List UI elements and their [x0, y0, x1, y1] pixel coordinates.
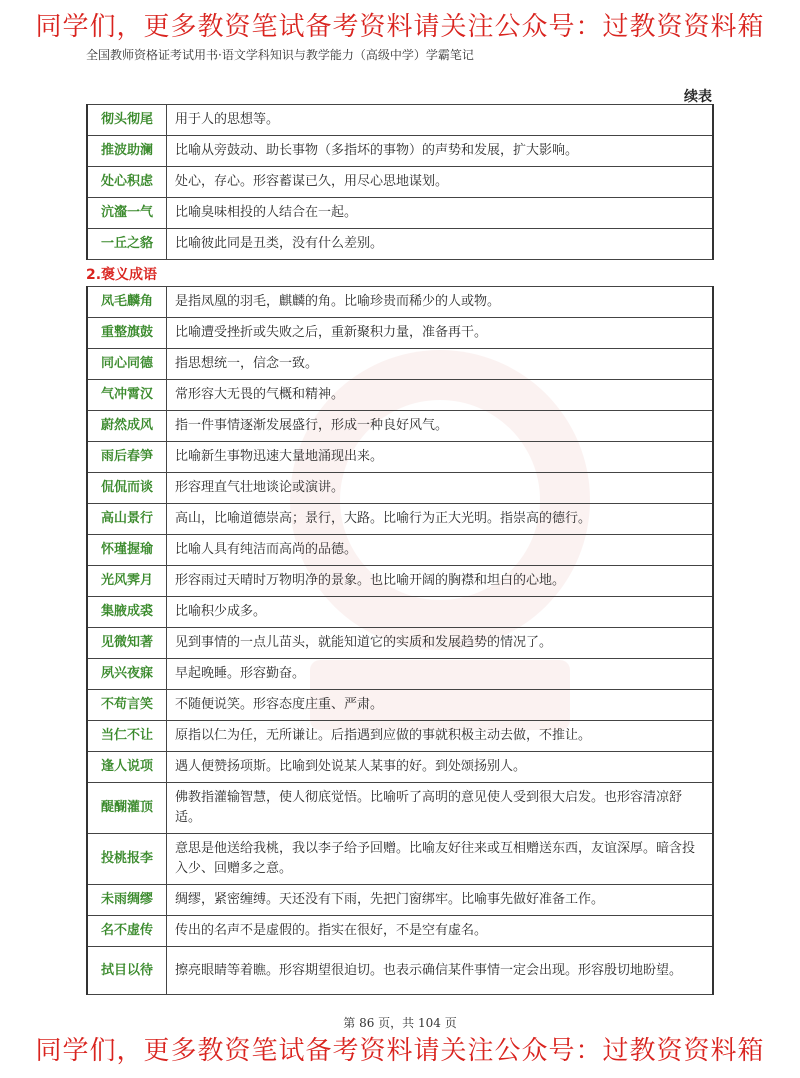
- idiom-table-derogatory-continued: [86, 104, 714, 260]
- idiom-term: 逢人说项: [87, 752, 167, 783]
- idiom-term: 怀瑾握瑜: [87, 535, 167, 566]
- idiom-term: 夙兴夜寐: [87, 659, 167, 690]
- idiom-term: 拭目以待: [87, 947, 167, 995]
- table-row: [87, 659, 713, 690]
- idiom-term: 雨后春笋: [87, 442, 167, 473]
- idiom-term: 彻头彻尾: [87, 105, 167, 136]
- idiom-definition: 擦亮眼睛等着瞧。形容期望很迫切。也表示确信某件事情一定会出现。形容殷切地盼望。: [167, 947, 714, 995]
- table-row: [87, 105, 713, 136]
- table-row: [87, 198, 713, 229]
- idiom-definition: 见到事情的一点儿苗头，就能知道它的实质和发展趋势的情况了。: [167, 628, 714, 659]
- idiom-term: 凤毛麟角: [87, 287, 167, 318]
- table-row: [87, 349, 713, 380]
- idiom-definition: 是指凤凰的羽毛，麒麟的角。比喻珍贵而稀少的人或物。: [167, 287, 714, 318]
- idiom-term: 重整旗鼓: [87, 318, 167, 349]
- table-row: [87, 597, 713, 628]
- table-row: [87, 442, 713, 473]
- idiom-definition: 佛教指灌输智慧，使人彻底觉悟。比喻听了高明的意见使人受到很大启发。也形容清凉舒适。: [167, 783, 714, 834]
- promo-banner-bottom: 同学们，更多教资笔试备考资料请关注公众号：过教资资料箱: [35, 1036, 765, 1066]
- idiom-term: 推波助澜: [87, 136, 167, 167]
- table-row: [87, 783, 713, 834]
- idiom-definition: 高山，比喻道德崇高；景行，大路。比喻行为正大光明。指崇高的德行。: [167, 504, 714, 535]
- idiom-definition: 比喻积少成多。: [167, 597, 714, 628]
- idiom-table-commendatory: [86, 286, 714, 995]
- table-row: [87, 504, 713, 535]
- table-row: [87, 318, 713, 349]
- idiom-term: 集腋成裘: [87, 597, 167, 628]
- idiom-term: 气冲霄汉: [87, 380, 167, 411]
- idiom-term: 侃侃而谈: [87, 473, 167, 504]
- section-title-commendatory-idioms: 2.褒义成语: [86, 267, 158, 283]
- table-row: [87, 690, 713, 721]
- continued-label: 续表: [684, 89, 712, 105]
- idiom-term: 见微知著: [87, 628, 167, 659]
- table-row: [87, 287, 713, 318]
- idiom-term: 同心同德: [87, 349, 167, 380]
- idiom-term: 名不虚传: [87, 916, 167, 947]
- idiom-definition: 遇人便赞扬项斯。比喻到处说某人某事的好。到处颂扬别人。: [167, 752, 714, 783]
- idiom-term: 不苟言笑: [87, 690, 167, 721]
- idiom-term: 未雨绸缪: [87, 885, 167, 916]
- idiom-term: 投桃报李: [87, 834, 167, 885]
- table-row: [87, 167, 713, 198]
- table-row: [87, 947, 713, 995]
- table-row: [87, 535, 713, 566]
- idiom-definition: 常形容大无畏的气概和精神。: [167, 380, 714, 411]
- idiom-definition: 比喻遭受挫折或失败之后，重新聚积力量，准备再干。: [167, 318, 714, 349]
- promo-banner-top: 同学们，更多教资笔试备考资料请关注公众号：过教资资料箱: [35, 12, 765, 42]
- idiom-definition: 指一件事情逐渐发展盛行，形成一种良好风气。: [167, 411, 714, 442]
- idiom-definition: 指思想统一，信念一致。: [167, 349, 714, 380]
- idiom-term: 处心积虑: [87, 167, 167, 198]
- table-row: [87, 566, 713, 597]
- table-row: [87, 834, 713, 885]
- table-row: [87, 628, 713, 659]
- idiom-term: 光风霁月: [87, 566, 167, 597]
- idiom-definition: 比喻臭味相投的人结合在一起。: [167, 198, 714, 229]
- idiom-definition: 早起晚睡。形容勤奋。: [167, 659, 714, 690]
- idiom-definition: 形容理直气壮地谈论或演讲。: [167, 473, 714, 504]
- idiom-definition: 用于人的思想等。: [167, 105, 714, 136]
- idiom-term: 高山景行: [87, 504, 167, 535]
- idiom-definition: 比喻彼此同是丑类，没有什么差别。: [167, 229, 714, 260]
- idiom-term: 醍醐灌顶: [87, 783, 167, 834]
- idiom-term: 一丘之貉: [87, 229, 167, 260]
- idiom-definition: 比喻人具有纯洁而高尚的品德。: [167, 535, 714, 566]
- idiom-definition: 处心，存心。形容蓄谋已久，用尽心思地谋划。: [167, 167, 714, 198]
- table-row: [87, 411, 713, 442]
- table-row: [87, 473, 713, 504]
- idiom-definition: 比喻新生事物迅速大量地涌现出来。: [167, 442, 714, 473]
- idiom-term: 沆瀣一气: [87, 198, 167, 229]
- idiom-definition: 形容雨过天晴时万物明净的景象。也比喻开阔的胸襟和坦白的心地。: [167, 566, 714, 597]
- idiom-definition: 绸缪，紧密缠缚。天还没有下雨，先把门窗绑牢。比喻事先做好准备工作。: [167, 885, 714, 916]
- table-row: [87, 136, 713, 167]
- idiom-definition: 原指以仁为任，无所谦让。后指遇到应做的事就积极主动去做，不推让。: [167, 721, 714, 752]
- idiom-definition: 比喻从旁鼓动、助长事物（多指坏的事物）的声势和发展，扩大影响。: [167, 136, 714, 167]
- table-row: [87, 752, 713, 783]
- idiom-definition: 不随便说笑。形容态度庄重、严肃。: [167, 690, 714, 721]
- idiom-term: 当仁不让: [87, 721, 167, 752]
- table-row: [87, 380, 713, 411]
- page-number: 第 86 页，共 104 页: [343, 1016, 457, 1030]
- table-row: [87, 721, 713, 752]
- idiom-term: 蔚然成风: [87, 411, 167, 442]
- book-subtitle: 全国教师资格证考试用书·语文学科知识与教学能力（高级中学）学霸笔记: [86, 48, 474, 62]
- table-row: [87, 916, 713, 947]
- idiom-definition: 意思是他送给我桃，我以李子给予回赠。比喻友好往来或互相赠送东西，友谊深厚。暗含投入少、回赠多之意。: [167, 834, 714, 885]
- table-row: [87, 229, 713, 260]
- table-row: [87, 885, 713, 916]
- idiom-definition: 传出的名声不是虚假的。指实在很好，不是空有虚名。: [167, 916, 714, 947]
